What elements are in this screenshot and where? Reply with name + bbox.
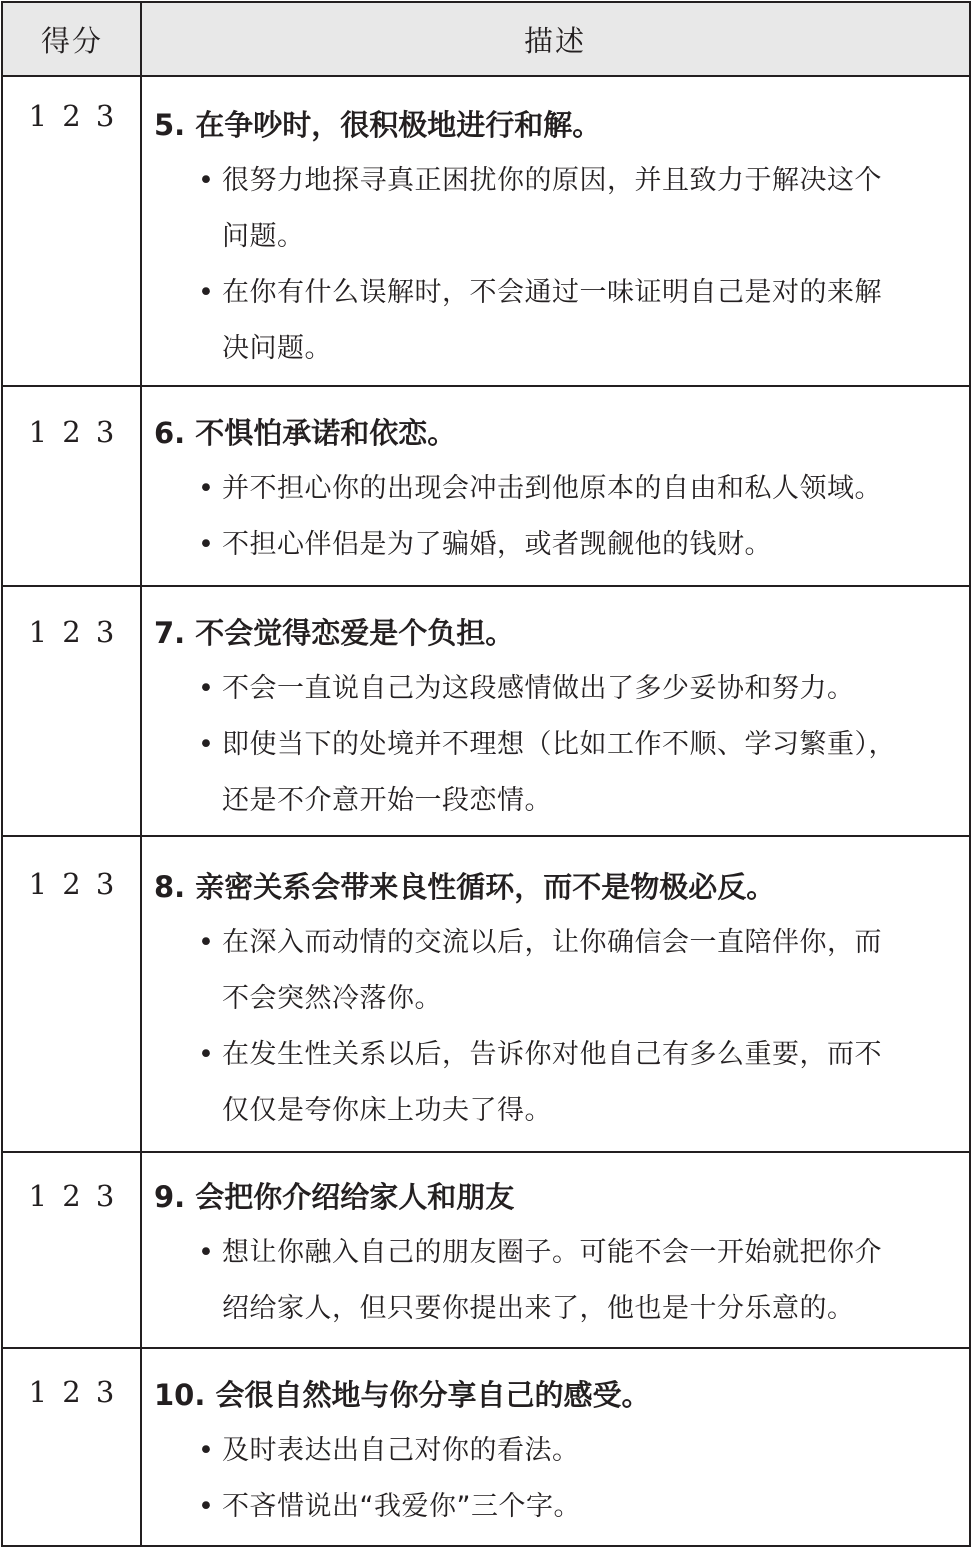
table-row [3, 1349, 969, 1545]
bullet-text: 即使当下的处境并不理想（比如工作不顺、学习繁重）， 还是不介意开始一段恋情。 [222, 729, 896, 816]
bullet-text: 不会一直说自己为这段感情做出了多少妥协和努力。 [222, 673, 855, 704]
bullet-item [154, 461, 951, 517]
item-title: 7. 不会觉得恋爱是个负担。 [154, 616, 515, 650]
bullet-text: 想让你融入自己的朋友圈子。可能不会一开始就把你介 绍给家人，但只要你提出来了，他也是十分乐意的。 [222, 1237, 882, 1324]
bullet-text: 不担心伴侣是为了骗婚，或者觊觎他的钱财。 [222, 529, 772, 560]
bullet-dot-icon: • [198, 1491, 215, 1522]
bullet-dot-icon: • [198, 1435, 215, 1466]
bullet-dot-icon: • [198, 673, 215, 704]
bullet-item [154, 1225, 951, 1337]
bullet-dot-icon: • [198, 277, 215, 308]
bullet-item [154, 661, 951, 717]
table-row [3, 387, 969, 587]
score-table [1, 1, 971, 1547]
score-options: 1 2 3 [28, 1179, 115, 1213]
bullet-item [154, 915, 951, 1027]
bullet-item [154, 517, 951, 573]
table-row [3, 837, 969, 1153]
description-cell [154, 97, 951, 377]
bullet-dot-icon: • [198, 473, 215, 504]
table-row [3, 1153, 969, 1349]
bullet-text: 并不担心你的出现会冲击到他原本的自由和私人领域。 [222, 473, 882, 504]
bullet-dot-icon: • [198, 729, 215, 760]
description-cell [154, 1367, 951, 1535]
bullet-item [154, 1479, 951, 1535]
bullet-dot-icon: • [198, 529, 215, 560]
bullet-dot-icon: • [198, 1039, 215, 1070]
bullet-text: 很努力地探寻真正困扰你的原因，并且致力于解决这个 问题。 [222, 165, 882, 252]
description-cell [154, 859, 951, 1139]
bullet-dot-icon: • [198, 927, 215, 958]
item-title: 9. 会把你介绍给家人和朋友 [154, 1180, 515, 1214]
bullet-item [154, 1027, 951, 1139]
bullet-text: 在深入而动情的交流以后，让你确信会一直陪伴你，而 不会突然冷落你。 [222, 927, 882, 1014]
header-description: 描述 [523, 23, 586, 58]
description-cell [154, 405, 951, 573]
score-options: 1 2 3 [28, 615, 115, 649]
table-row [3, 587, 969, 837]
bullet-item [154, 1423, 951, 1479]
score-options: 1 2 3 [28, 99, 115, 133]
bullet-dot-icon: • [198, 165, 215, 196]
bullet-text: 及时表达出自己对你的看法。 [222, 1435, 580, 1466]
header-score: 得分 [40, 23, 103, 58]
table-header [3, 3, 969, 77]
bullet-dot-icon: • [198, 1237, 215, 1268]
bullet-text: 在发生性关系以后，告诉你对他自己有多么重要，而不 仅仅是夸你床上功夫了得。 [222, 1039, 882, 1126]
item-title: 5. 在争吵时，很积极地进行和解。 [154, 108, 602, 142]
description-cell [154, 1169, 951, 1337]
bullet-item [154, 717, 951, 829]
item-title: 6. 不惧怕承诺和依恋。 [154, 416, 457, 450]
table-row [3, 77, 969, 387]
score-options: 1 2 3 [28, 415, 115, 449]
item-title: 8. 亲密关系会带来良性循环，而不是物极必反。 [154, 870, 776, 904]
bullet-text: 在你有什么误解时，不会通过一味证明自己是对的来解 决问题。 [222, 277, 882, 364]
bullet-text: 不吝惜说出“我爱你”三个字。 [222, 1491, 581, 1522]
bullet-item [154, 265, 951, 377]
score-options: 1 2 3 [28, 1375, 115, 1409]
item-title: 10. 会很自然地与你分享自己的感受。 [154, 1378, 651, 1412]
score-options: 1 2 3 [28, 867, 115, 901]
bullet-item [154, 153, 951, 265]
description-cell [154, 605, 951, 829]
